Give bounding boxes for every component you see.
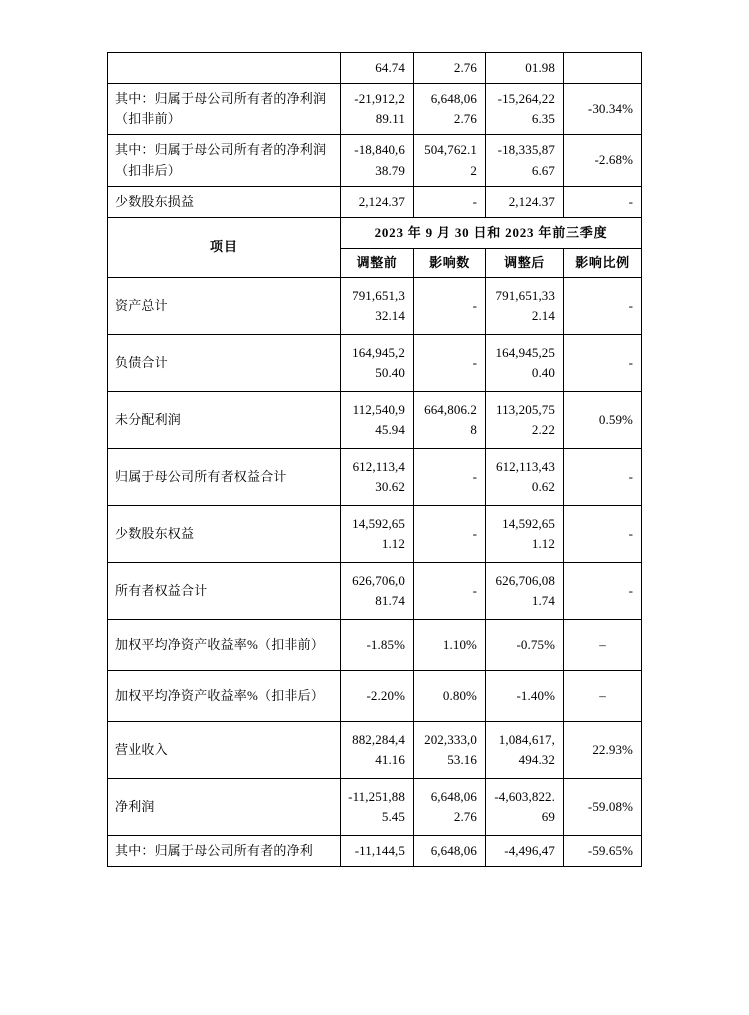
row-ratio-cell <box>564 334 642 391</box>
row-label: 其中：归属于母公司所有者的净利润（扣非后） <box>115 142 327 178</box>
row-label-cell <box>108 670 341 721</box>
row-label: 其中：归属于母公司所有者的净利 <box>115 842 314 858</box>
value-effect: 1.10% <box>442 636 477 652</box>
header-col-after: 调整后 <box>504 254 545 270</box>
row-effect-cell <box>414 334 486 391</box>
value-effect: 6,648,062.76 <box>430 788 477 824</box>
value-before: -18,840,638.79 <box>354 142 405 178</box>
header-col-ratio-cell <box>564 248 642 277</box>
value-effect: 664,806.28 <box>424 401 477 437</box>
header-col-ratio: 影响比例 <box>575 254 630 270</box>
value-after: 791,651,332.14 <box>495 287 555 323</box>
row-label: 归属于母公司所有者权益合计 <box>115 468 287 484</box>
value-after: 164,945,250.40 <box>495 344 555 380</box>
header-period-cell <box>341 217 642 248</box>
row-effect-cell <box>414 84 486 135</box>
row-before-cell <box>341 670 414 721</box>
row-effect-cell <box>414 186 486 217</box>
row-label-cell <box>108 505 341 562</box>
row-label-cell <box>108 835 341 866</box>
row-effect-cell <box>414 448 486 505</box>
row-after-cell <box>486 391 564 448</box>
row-after-cell <box>486 619 564 670</box>
row-label: 少数股东损益 <box>115 193 195 209</box>
row-label: 所有者权益合计 <box>115 582 208 598</box>
value-after: -18,335,876.67 <box>497 142 555 178</box>
row-effect-cell <box>414 135 486 186</box>
header-col-effect-cell <box>414 248 486 277</box>
row-label-cell <box>108 562 341 619</box>
row-after-cell <box>486 670 564 721</box>
value-after: -1.40% <box>516 687 555 703</box>
row-after-cell <box>486 778 564 835</box>
table-row <box>108 53 642 84</box>
table-row <box>108 448 642 505</box>
row-after-cell <box>486 84 564 135</box>
row-before-cell <box>341 778 414 835</box>
row-ratio-cell <box>564 619 642 670</box>
value-before: 2,124.37 <box>358 193 405 209</box>
value-ratio: -59.08% <box>587 798 633 814</box>
row-before-cell <box>341 505 414 562</box>
row-label-cell <box>108 277 341 334</box>
value-effect: 504,762.12 <box>424 142 477 178</box>
value-after: -4,496,47 <box>504 842 555 858</box>
row-before-cell <box>341 53 414 84</box>
row-ratio-cell <box>564 391 642 448</box>
row-label-cell <box>108 53 341 84</box>
value-after: 113,205,752.22 <box>495 401 555 437</box>
value-before: -11,251,885.45 <box>348 788 405 824</box>
row-after-cell <box>486 505 564 562</box>
table-row <box>108 391 642 448</box>
value-effect: 202,333,053.16 <box>424 731 477 767</box>
row-effect-cell <box>414 778 486 835</box>
value-after: -0.75% <box>516 636 555 652</box>
row-label: 负债合计 <box>115 354 168 370</box>
row-ratio-cell <box>564 277 642 334</box>
row-ratio-cell <box>564 186 642 217</box>
value-effect: 6,648,062.76 <box>430 91 477 127</box>
value-after: 612,113,430.62 <box>495 458 555 494</box>
value-ratio: 22.93% <box>592 741 633 757</box>
row-after-cell <box>486 277 564 334</box>
row-label: 营业收入 <box>115 741 168 757</box>
table-row <box>108 505 642 562</box>
row-label: 少数股东权益 <box>115 525 195 541</box>
value-before: -11,144,5 <box>354 842 405 858</box>
row-before-cell <box>341 277 414 334</box>
row-ratio-cell <box>564 562 642 619</box>
header-col-before-cell <box>341 248 414 277</box>
value-effect: 6,648,06 <box>430 842 477 858</box>
value-after: 2,124.37 <box>508 193 555 209</box>
value-effect: 0.80% <box>442 687 477 703</box>
row-label-cell <box>108 84 341 135</box>
value-after: 626,706,081.74 <box>495 572 555 608</box>
value-ratio: - <box>628 525 633 541</box>
row-effect-cell <box>414 835 486 866</box>
row-label: 资产总计 <box>115 297 168 313</box>
value-effect: - <box>472 468 477 484</box>
value-ratio: -59.65% <box>587 842 633 858</box>
value-before: 14,592,651.12 <box>352 515 405 551</box>
value-effect: - <box>472 193 477 209</box>
value-before: 882,284,441.16 <box>352 731 405 767</box>
table-row <box>108 84 642 135</box>
row-ratio-cell <box>564 721 642 778</box>
header-item-label: 项目 <box>209 239 238 255</box>
row-effect-cell <box>414 53 486 84</box>
value-ratio: - <box>628 354 633 370</box>
row-ratio-cell <box>564 135 642 186</box>
row-label <box>108 63 340 73</box>
value-after: 01.98 <box>525 60 555 75</box>
value-before: -2.20% <box>366 687 405 703</box>
row-label: 净利润 <box>115 798 155 814</box>
value-effect: 2.76 <box>453 60 477 75</box>
value-after: -4,603,822.69 <box>494 788 555 824</box>
row-before-cell <box>341 186 414 217</box>
value-ratio: – <box>599 687 606 703</box>
value-effect: - <box>472 354 477 370</box>
row-label-cell <box>108 186 341 217</box>
row-before-cell <box>341 619 414 670</box>
header-period-label: 2023 年 9 月 30 日和 2023 年前三季度 <box>374 224 608 240</box>
row-after-cell <box>486 448 564 505</box>
financial-restatement-table <box>107 52 642 867</box>
value-before: 164,945,250.40 <box>352 344 405 380</box>
table-row <box>108 277 642 334</box>
table-row <box>108 835 642 866</box>
table-row <box>108 186 642 217</box>
row-effect-cell <box>414 277 486 334</box>
row-ratio-cell <box>564 778 642 835</box>
table-row <box>108 778 642 835</box>
value-after: 1,084,617,494.32 <box>498 731 555 767</box>
table-row <box>108 334 642 391</box>
row-effect-cell <box>414 562 486 619</box>
row-label-cell <box>108 391 341 448</box>
table-header-period-row <box>108 217 642 248</box>
value-before: -1.85% <box>366 636 405 652</box>
table-row <box>108 721 642 778</box>
row-before-cell <box>341 84 414 135</box>
row-before-cell <box>341 391 414 448</box>
row-ratio-cell <box>564 84 642 135</box>
row-ratio-cell <box>564 505 642 562</box>
header-item-cell <box>108 217 341 277</box>
row-before-cell <box>341 562 414 619</box>
header-col-before: 调整前 <box>356 254 398 270</box>
row-label-cell <box>108 448 341 505</box>
row-label-cell <box>108 135 341 186</box>
row-before-cell <box>341 835 414 866</box>
value-ratio: - <box>628 468 633 484</box>
table-row <box>108 135 642 186</box>
value-after: -15,264,226.35 <box>497 91 555 127</box>
value-ratio: -2.68% <box>594 152 633 168</box>
row-before-cell <box>341 721 414 778</box>
row-effect-cell <box>414 391 486 448</box>
value-ratio: - <box>628 582 633 598</box>
row-effect-cell <box>414 619 486 670</box>
value-effect: - <box>472 582 477 598</box>
table-row <box>108 562 642 619</box>
row-ratio-cell <box>564 835 642 866</box>
row-ratio-cell <box>564 448 642 505</box>
value-effect: - <box>472 297 477 313</box>
value-ratio: -30.34% <box>587 101 633 117</box>
row-effect-cell <box>414 721 486 778</box>
value-ratio: – <box>599 636 606 652</box>
value-ratio: 0.59% <box>598 411 633 427</box>
row-ratio-cell <box>564 670 642 721</box>
value-after: 14,592,651.12 <box>502 515 555 551</box>
header-col-effect: 影响数 <box>429 254 470 270</box>
row-effect-cell <box>414 670 486 721</box>
row-after-cell <box>486 562 564 619</box>
row-before-cell <box>341 448 414 505</box>
value-ratio: - <box>628 297 633 313</box>
row-label-cell <box>108 778 341 835</box>
row-after-cell <box>486 835 564 866</box>
value-before: 612,113,430.62 <box>352 458 405 494</box>
value-ratio <box>564 63 641 73</box>
row-ratio-cell <box>564 53 642 84</box>
value-before: 64.74 <box>375 60 405 75</box>
row-after-cell <box>486 53 564 84</box>
row-label-cell <box>108 619 341 670</box>
row-after-cell <box>486 135 564 186</box>
row-label: 其中：归属于母公司所有者的净利润（扣非前） <box>115 91 327 127</box>
table-row <box>108 619 642 670</box>
row-after-cell <box>486 334 564 391</box>
value-ratio: - <box>628 193 633 209</box>
row-label: 加权平均净资产收益率%（扣非后） <box>115 687 325 703</box>
row-after-cell <box>486 186 564 217</box>
value-before: -21,912,289.11 <box>354 91 405 127</box>
row-before-cell <box>341 135 414 186</box>
row-before-cell <box>341 334 414 391</box>
value-effect: - <box>472 525 477 541</box>
value-before: 112,540,945.94 <box>352 401 405 437</box>
row-label-cell <box>108 334 341 391</box>
row-label-cell <box>108 721 341 778</box>
row-label: 加权平均净资产收益率%（扣非前） <box>115 636 325 652</box>
value-before: 626,706,081.74 <box>352 572 405 608</box>
header-col-after-cell <box>486 248 564 277</box>
row-after-cell <box>486 721 564 778</box>
row-effect-cell <box>414 505 486 562</box>
value-before: 791,651,332.14 <box>352 287 405 323</box>
table-row <box>108 670 642 721</box>
row-label: 未分配利润 <box>115 411 182 427</box>
